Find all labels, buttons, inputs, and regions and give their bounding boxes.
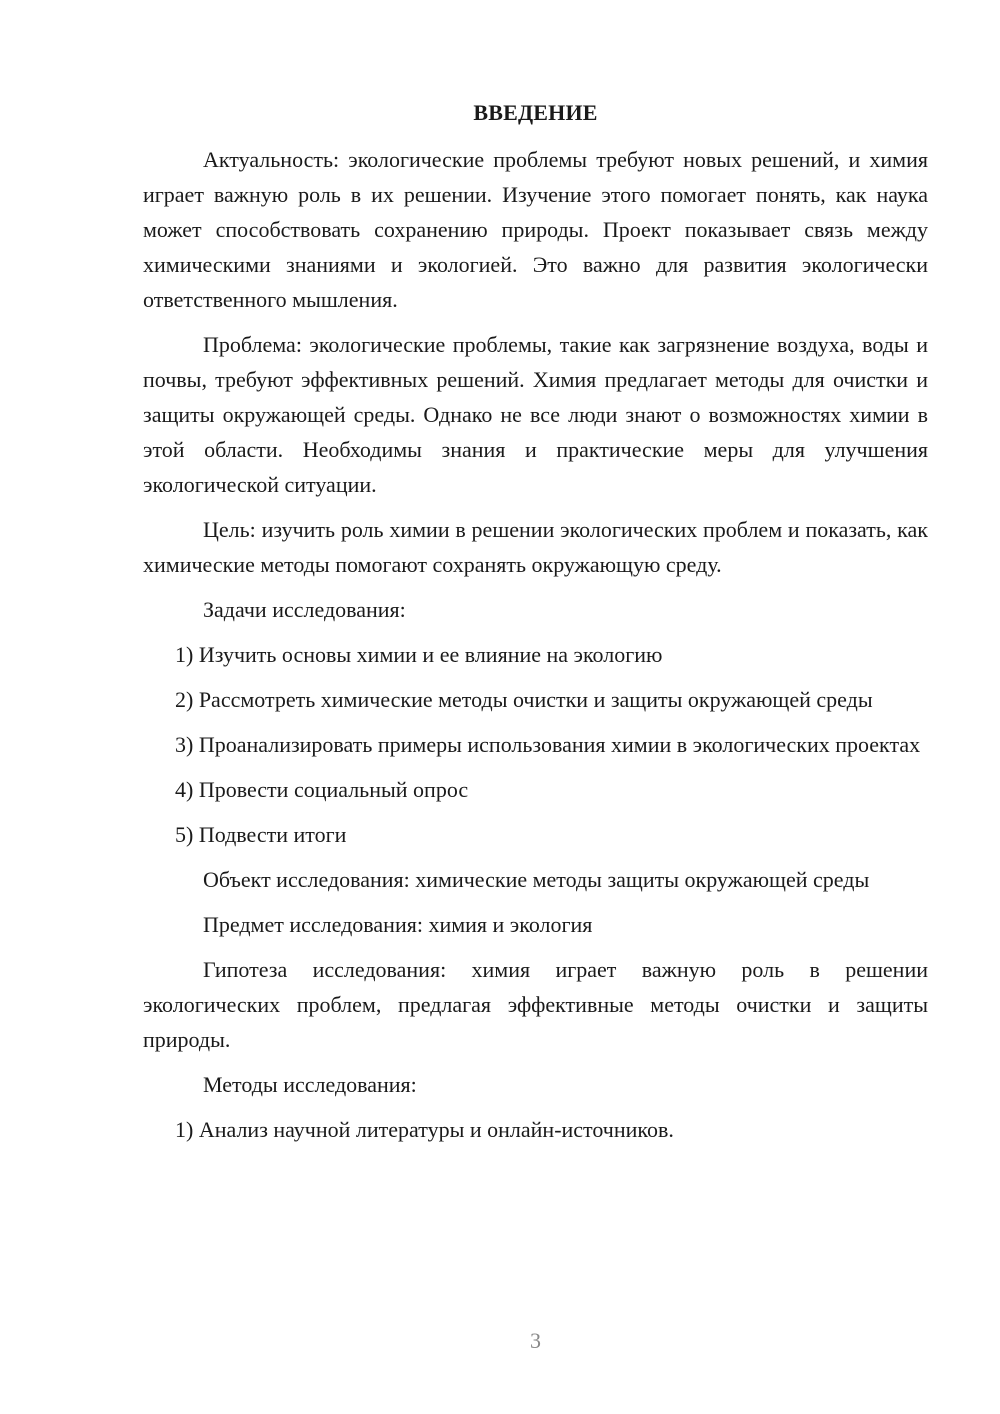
paragraph-problem: Проблема: экологические проблемы, такие как загрязнение воздуха, воды и почвы, требуют эффективных решений. Химия предлагает методы для очистки и защиты окружающей среды. Однако не все люди знают о возможностях химии в этой области. Необходимы знания и практические меры для улучшения экологической ситуации. [143,332,928,497]
task-item-1: 1) Изучить основы химии и ее влияние на экологию [175,642,663,667]
document-body [143,142,928,1157]
task-item-4: 4) Провести социальный опрос [175,777,469,802]
methods-heading: Методы исследования: [203,1072,417,1097]
paragraph-object: Объект исследования: химические методы защиты окружающей среды [203,867,870,892]
method-item-1: 1) Анализ научной литературы и онлайн-источников. [175,1117,674,1142]
paragraph-subject: Предмет исследования: химия и экология [203,912,593,937]
task-item-3: 3) Проанализировать примеры использования химии в экологических проектах [175,732,921,757]
paragraph-goal: Цель: изучить роль химии в решении экологических проблем и показать, как химические методы помогают сохранять окружающую среду. [143,517,928,577]
section-title: ВВЕДЕНИЕ [473,100,598,125]
paragraph-relevance: Актуальность: экологические проблемы требуют новых решений, и химия играет важную роль в их решении. Изучение этого помогает понять, как наука может способствовать сохранению природы. Проект показывает связь между химическими знаниями и экологией. Это важно для развития экологически ответственного мышления. [143,147,928,312]
page-number: 3 [530,1328,541,1353]
task-item-5: 5) Подвести итоги [175,822,347,847]
paragraph-hypothesis: Гипотеза исследования: химия играет важную роль в решении экологических проблем, предлагая эффективные методы очистки и защиты природы. [143,957,928,1052]
task-item-2: 2) Рассмотреть химические методы очистки и защиты окружающей среды [175,687,873,712]
tasks-heading: Задачи исследования: [203,597,406,622]
